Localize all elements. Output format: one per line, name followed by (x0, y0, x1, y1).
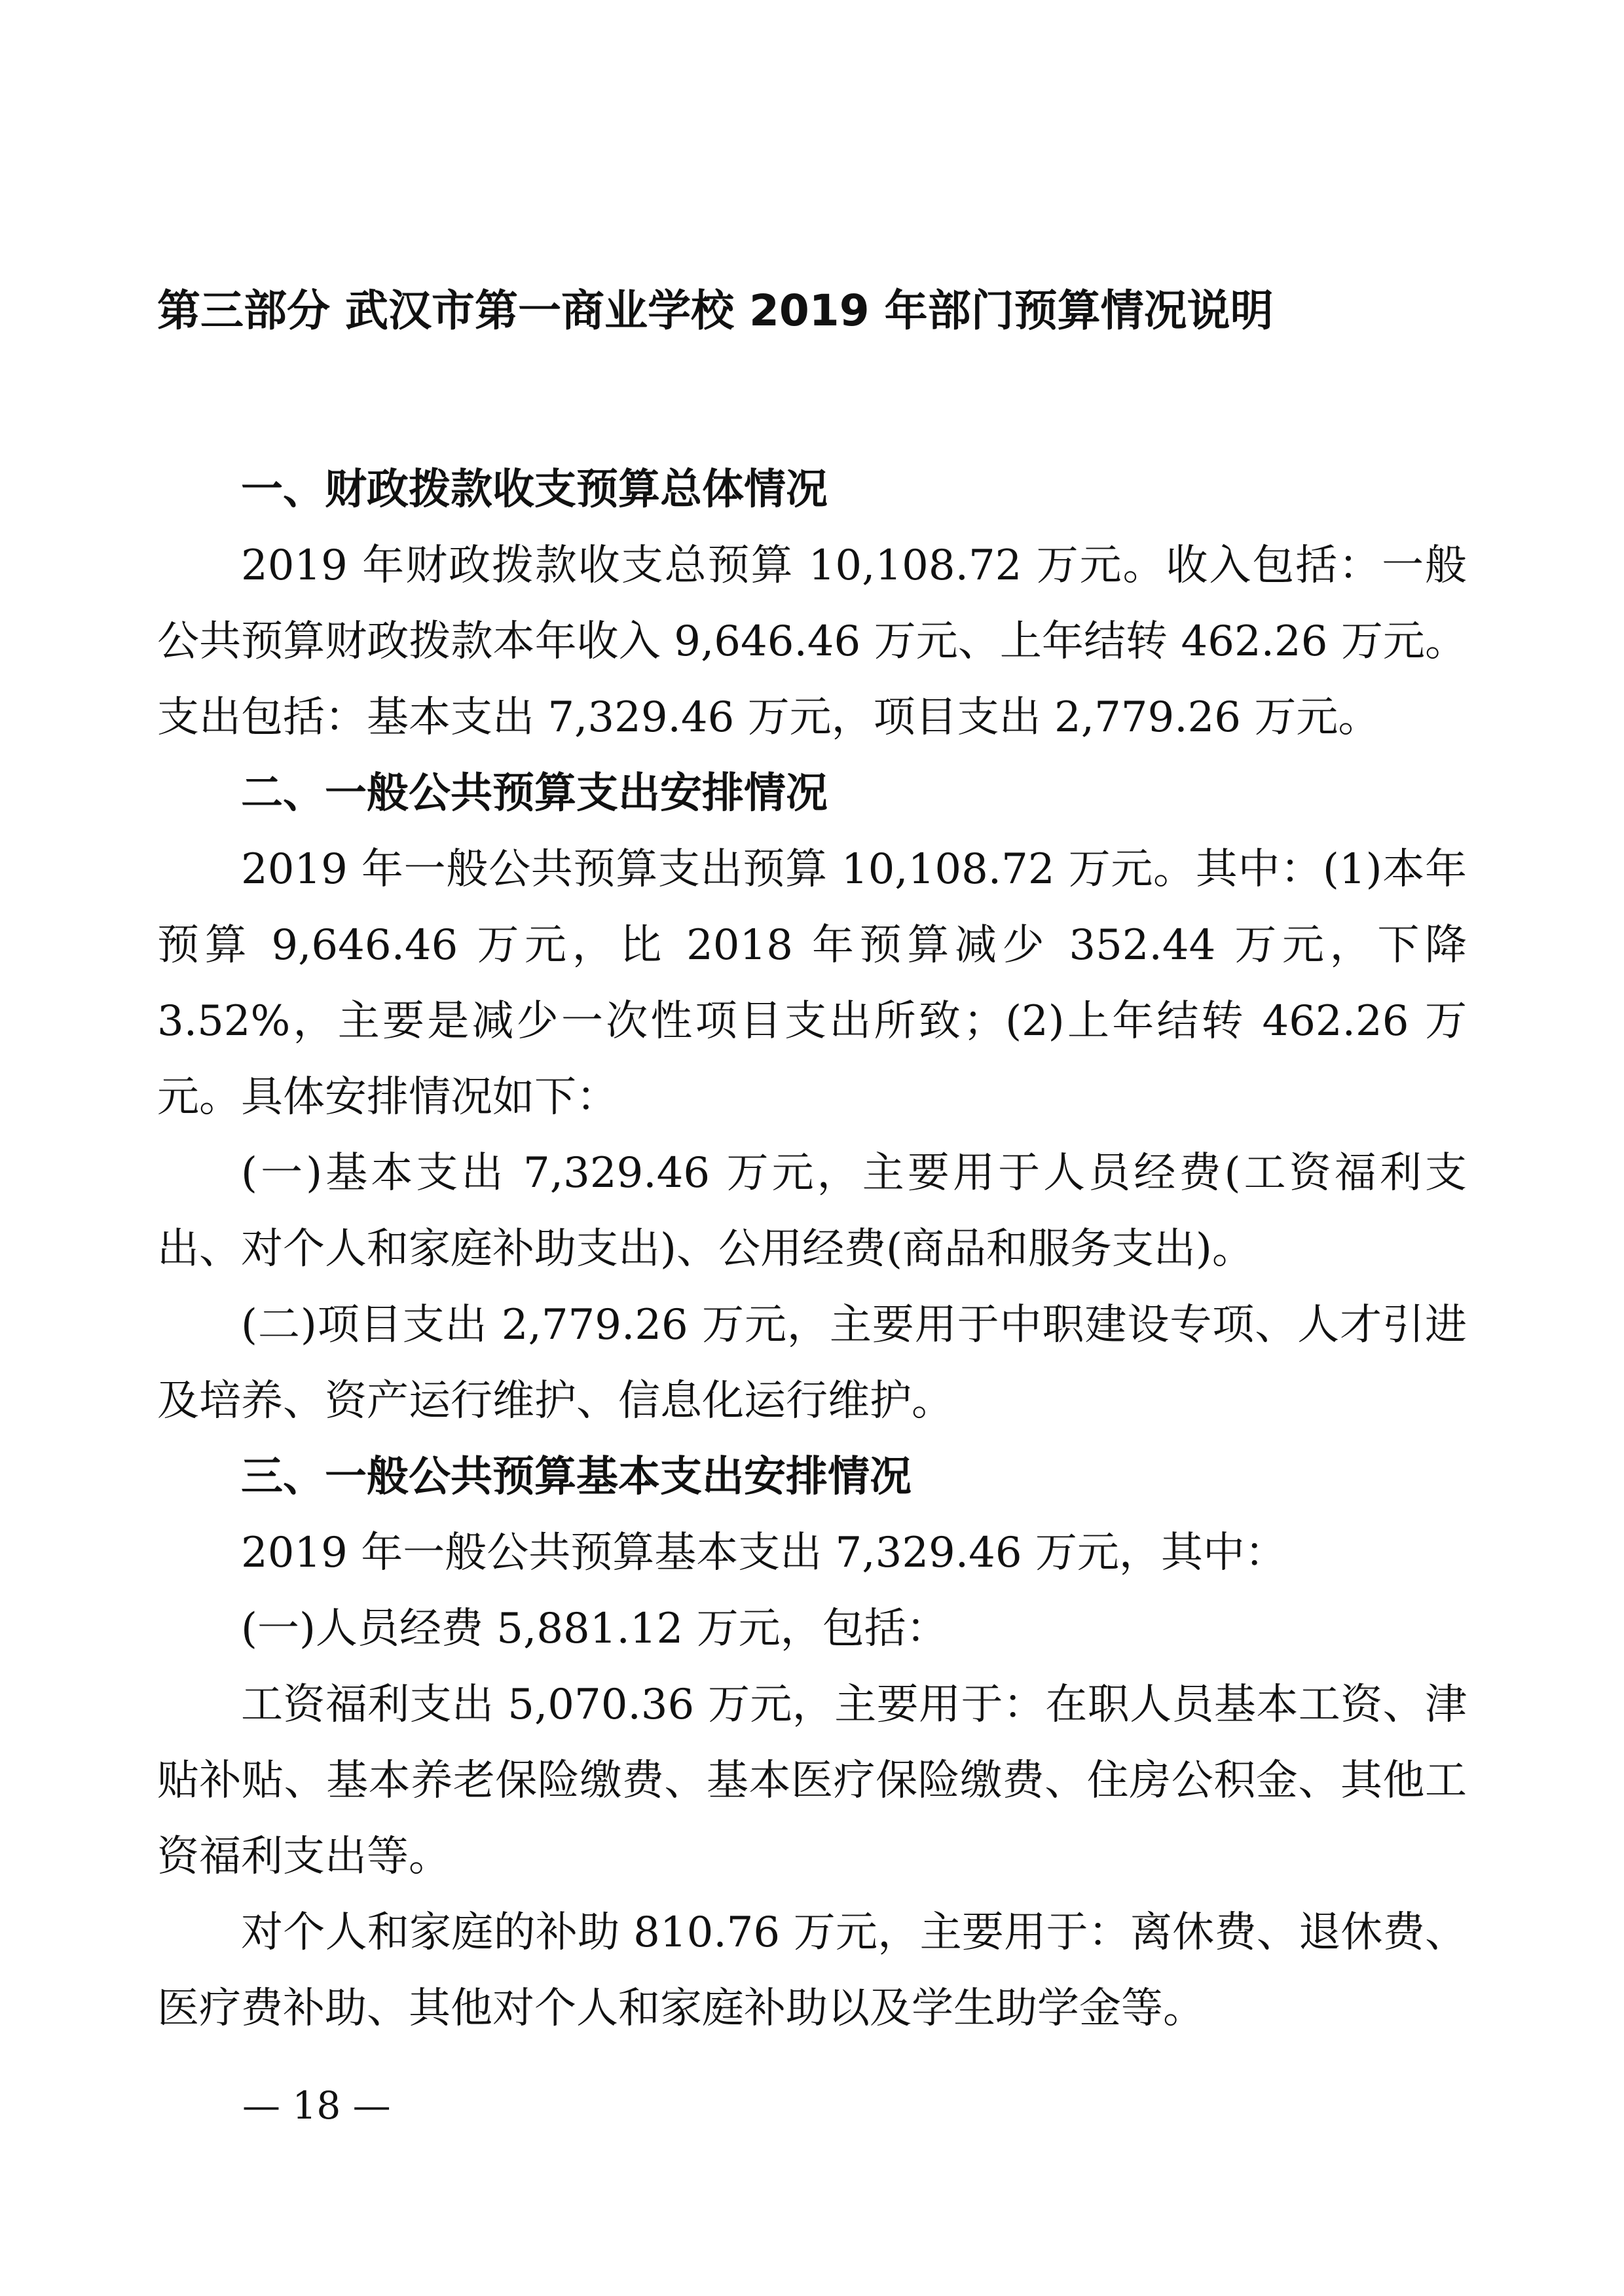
section-heading-3: 三、一般公共预算基本支出安排情况 (241, 1453, 912, 1501)
section-heading-1: 一、财政拨款收支预算总体情况 (241, 465, 828, 514)
section-heading-2: 二、一般公共预算支出安排情况 (241, 769, 828, 818)
paragraph-basic-expenditure: (一)基本支出 7,329.46 万元，主要用于人员经费(工资福利支出、对个人和家庭补助支出)、公用经费(商品和服务支出)。 (157, 1149, 1467, 1273)
page-title: 第三部分 武汉市第一商业学校 2019 年部门预算情况说明 (157, 285, 1274, 336)
document-body (157, 452, 1467, 2047)
paragraph-budget-overview: 2019 年财政拨款收支总预算 10,108.72 万元。收入包括：一般公共预算财政拨款本年收入 9,646.46 万元、上年结转 462.26 万元。支出包括：基本支出 7,329.46 万元，项目支出 2,779.26 万元。 (157, 541, 1467, 742)
paragraph-basic-expenditure-total: 2019 年一般公共预算基本支出 7,329.46 万元，其中： (241, 1529, 1287, 1577)
paragraph-project-expenditure: (二)项目支出 2,779.26 万元，主要用于中职建设专项、人才引进及培养、资产运行维护、信息化运行维护。 (157, 1301, 1467, 1425)
paragraph-personnel-expenses: (一)人员经费 5,881.12 万元，包括： (241, 1605, 948, 1653)
paragraph-household-subsidy: 对个人和家庭的补助 810.76 万元，主要用于：离休费、退休费、医疗费补助、其他对个人和家庭补助以及学生助学金等。 (157, 1908, 1467, 2033)
page-number: — 18 — (242, 2083, 391, 2128)
paragraph-wages-welfare: 工资福利支出 5,070.36 万元，主要用于：在职人员基本工资、津贴补贴、基本养老保险缴费、基本医疗保险缴费、住房公积金、其他工资福利支出等。 (157, 1681, 1467, 1881)
paragraph-public-budget-expenditure: 2019 年一般公共预算支出预算 10,108.72 万元。其中：(1)本年预算 9,646.46 万元，比 2018 年预算减少 352.44 万元，下降 3.52%，主要是减少一次性项目支出所致；(2)上年结转 462.26 万元。具体安排情况如下： (157, 845, 1467, 1121)
